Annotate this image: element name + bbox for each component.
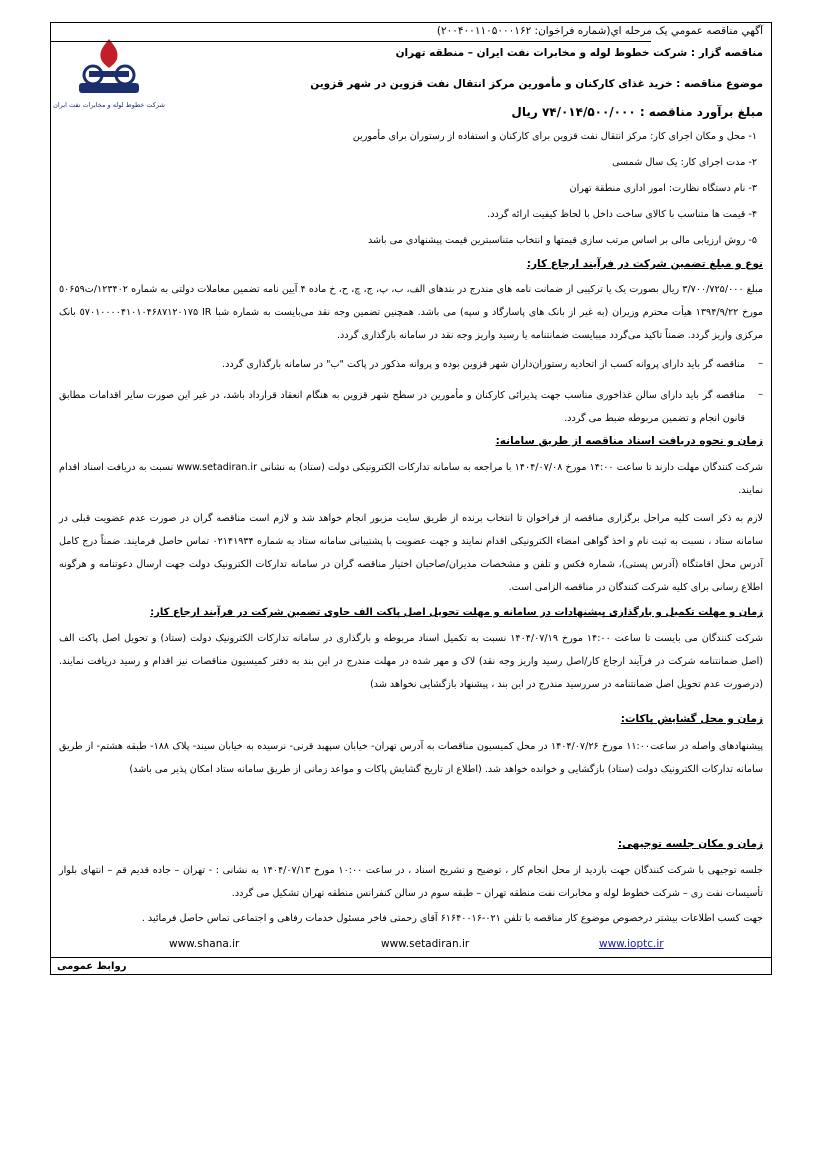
list-item: ۵- روش ارزیابی مالی بر اساس مرتب سازی قیمتها و انتخاب متناسبترین قیمت پیشنهادی می باشد	[367, 235, 757, 246]
notice-page	[50, 22, 772, 975]
public-relations-label: روابط عمومی	[57, 961, 127, 972]
list-item: ٢- مدت اجرای کار: یک سال شمسی	[612, 157, 757, 168]
list-item: ١- محل و مکان اجرای کار: مرکز انتقال نفت قزوین برای کارکنان و استفاده از رستوران برای مأمورین	[352, 131, 757, 142]
section-title-submit: زمان و مهلت تکمیل و بارگذاری پیشنهادات در سامانه و مهلت تحویل اصل پاکت الف حاوی تضمین شرکت در فرآیند ارجاع کار:	[150, 607, 763, 618]
bullet-dash-icon: –	[758, 358, 763, 369]
title-divider	[51, 41, 651, 42]
link-setadiran[interactable]: www.setadiran.ir	[381, 938, 470, 950]
list-item: ٣- نام دستگاه نظارت: امور اداری منطقة تهران	[569, 183, 757, 194]
tender-issuer: مناقصه گزار : شرکت خطوط لوله و مخابرات نفت ایران – منطقه تهران	[395, 47, 763, 59]
notice-title: آگهي مناقصه عمومي يک مرحله اي(شماره فراخوان: ٢٠٠۴٠٠١١٠۵٠٠٠١۶٢)	[436, 25, 763, 37]
guarantee-bullet-2: مناقصه گر باید دارای سالن غذاخوری مناسب جهت پذیرائی کارکنان و مأمورین در سطح شهر قزوین به هنگام انعقاد قرارداد باشد، در غیر این صورت سایر اقدامات مطابق قانون انجام و تضمین مربوطه ضبط می گردد.	[59, 390, 745, 424]
guarantee-body: مبلغ ٣/٧٠٠/٧٢۵/٠٠٠ ریال بصورت یک یا ترکیبی از ضمانت نامه های مندرج در بندهای الف، ب، پ، ج، چ، ح، خ ماده ۴ آیین نامه تضمین معاملات دولتی به شماره ١٢٣۴٠٢/ت٥٠۶۵٩ مورخ ١٣٩۴/٩/٢٢ هیأت محترم وزیران (به غیر از بانک های پاسارگاد و سپه) می باشد. همچنین تضمین وجه نقد می‌بایست به شماره شبا IR ٥٧٠١٠٠٠٠۴١٠١٠۴۶٨٧١٢٠١٧۵ بانک مرکزی واریز گردد. ضمناً تاکید می‌گردد میبایست ضمانتنامه یا رسید واریز وجه نقد در سامانه بارگذاری گردد.	[59, 284, 763, 341]
contact-body: جهت کسب اطلاعات بیشتر درخصوص موضوع کار مناقصه با تلفن ٠٢١-۶١۶۴٠٠١۶ آقای رحمتی فاخر مسئول خدمات رفاهی و اجتماعی تماس حاصل فرمائید .	[141, 913, 763, 924]
section-title-guarantee: نوع و مبلغ تضمین شرکت در فرآیند ارجاع کار:	[526, 258, 763, 270]
section-title-docs: زمان و نحوه دریافت اسناد مناقصه از طریق سامانه:	[495, 435, 763, 447]
section-title-meeting: زمان و مکان جلسه توجیهی:	[617, 838, 763, 850]
guarantee-bullet-1: مناقصه گر باید دارای پروانه کسب از اتحادیه رستوران‌داران شهر قزوین بوده و پروانه مذکور در پاکت "ب" در سامانه بارگذاری گردد.	[222, 359, 745, 370]
link-shana[interactable]: www.shana.ir	[169, 938, 240, 950]
meeting-body: جلسه توجیهی با شرکت کنندگان جهت بازدید از محل انجام کار ، توضیح و تشریح اسناد ، در ساعت ١٠:٠٠ مورخ ١۴٠۴/٠٧/١٣ به نشانی : - تهران – جاده قدیم قم – انتهای بلوار تأسیسات نفت ری – شرکت خطوط لوله و مخابرات نفت منطقه تهران – طبقه سوم در سالن کنفرانس منطقه تهران تشکیل می گردد.	[59, 865, 763, 899]
submit-body: شرکت کنندگان می بایست تا ساعت ١۴:٠٠ مورخ ١۴٠۴/٠٧/١٩ نسبت به تکمیل اسناد مربوطه و بارگذاری در سامانه تدارکات الکترونیک دولت (ستاد) و تحویل اصل پاکت الف (اصل ضمانتنامه شرکت در فرآیند ارجاع کار/اصل رسید واریز وجه نقد) لاک و مهر شده در مهلت مندرج در این بند به دفتر کمیسیون مناقصات نیز اقدام و رسید دریافت نمایند. (درصورت عدم تحویل اصل ضمانتنامه در سررسید مندرج در این بند ، پیشنهاد بازگشایی نخواهد شد)	[59, 633, 764, 690]
list-item: ۴- قیمت ها متناسب با کالای ساخت داخل با لحاظ کیفیت ارائه گردد.	[487, 209, 757, 220]
docs-body: شرکت کنندگان مهلت دارند تا ساعت ١۴:٠٠ مورخ ١۴٠۴/٠٧/٠٨ با مراجعه به سامانه تدارکات الکترونیکی دولت (ستاد) به نشانی www.setadiran.ir نسبت به دریافت اسناد اقدام نمایند.	[59, 462, 763, 496]
bullet-dash-icon: –	[758, 389, 763, 400]
tender-estimate: مبلغ برآورد مناقصه : ٧۴/٠١۴/۵٠٠/٠٠٠ ریال	[511, 105, 763, 119]
opening-body: پیشنهادهای واصله در ساعت١١:٠٠ مورخ ١۴٠۴/٠٧/٢۶ در محل کمیسیون مناقصات به آدرس تهران- خیابان سپهبد قرنی- نرسیده به خیابان سیند- پلاک ١٨٨- طبقه هشتم- از طریق سامانه تدارکات الکترونیک دولت (ستاد) بازگشایی و خوانده خواهد شد. (اطلاع از تاریخ گشایش پاکات و مواعد زمانی از طریق سامانه ستاد امکان پذیر می باشد)	[59, 741, 763, 775]
section-title-opening: زمان و محل گشایش پاکات:	[620, 713, 763, 725]
company-logo	[53, 33, 165, 115]
logo-caption: شرکت خطوط لوله و مخابرات نفت ایران	[53, 101, 165, 109]
link-ioptc[interactable]: www.ioptc.ir	[599, 938, 664, 950]
footer-divider	[51, 957, 771, 958]
tender-subject: موضوع مناقصه : خرید غذای کارکنان و مأمورین مرکز انتقال نفت قزوین در شهر قزوین	[310, 78, 763, 90]
docs-note: لازم به ذکر است کلیه مراحل برگزاری مناقصه از فراخوان تا انتخاب برنده از طریق سایت مزبور انجام خواهد شد و لازم است مناقصه گران در صورت عدم عضویت قبلی در سامانه ستاد ، نسبت به ثبت نام و اخذ گواهی امضاء الکترونیکی اقدام نمایند و جهت عضویت با پشتیبانی سامانه ستاد به شماره ٠٢١۴١٩٣۴ تماس حاصل فرمایند. ضمناً درج کامل آدرس محل اقامتگاه (آدرس پستی)، شماره فکس و تلفن و مشخصات مدیران/صاحبان اختیار مناقصه گران در سامانه تدارکات الکترونیک دولت جهت ارسال دعوتنامه و هرگونه اطلاع رسانی برای کلیه شرکت کنندگان در مناقصه الزامی است.	[59, 513, 763, 593]
